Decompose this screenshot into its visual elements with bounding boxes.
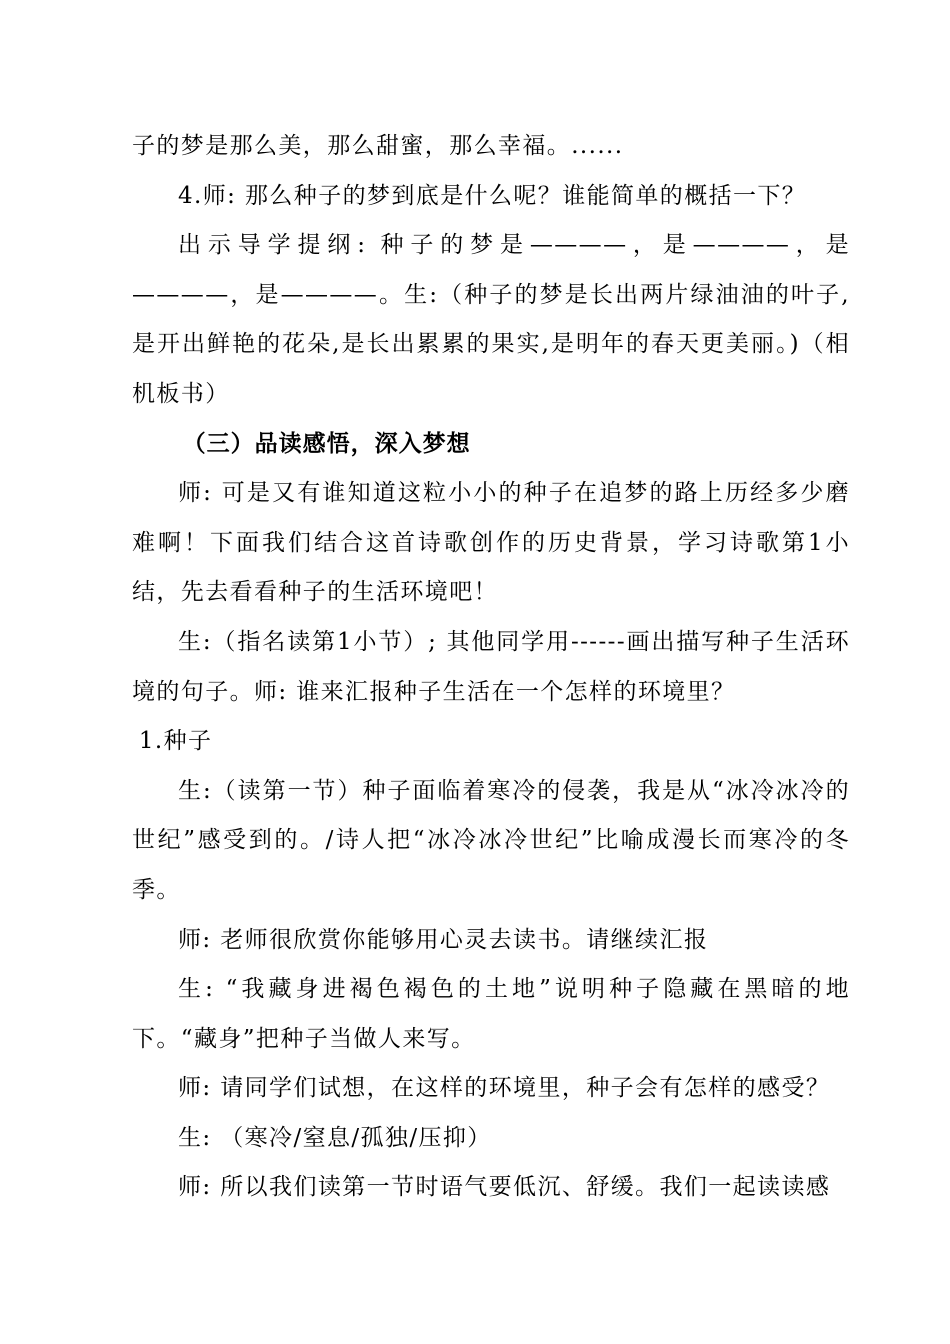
paragraph-teacher-praise: 师: 老师很欣赏你能够用心灵去读书。请继续汇报	[178, 926, 709, 953]
subheading-seed: 1.种子	[138, 728, 213, 755]
paragraph-question-4: 4.师: 那么种子的梦到底是什么呢？谁能简单的概括一下？	[178, 182, 807, 209]
document-page	[132, 122, 850, 1213]
paragraph-teacher-question: 师: 请同学们试想，在这样的环境里，种子会有怎样的感受？	[178, 1075, 831, 1102]
paragraph-teacher-intro: 师: 可是又有谁知道这粒小小的种子在追梦的路上历经多少磨难啊！下面我们结合这首诗歌创作的历史背景，学习诗歌第1小结，先去看看种子的生活环境吧！	[132, 480, 850, 606]
paragraph-outline: 出示导学提纲: 种子的梦是————，是————，是————，是————。生:（种子的梦是长出两片绿油油的叶子,是开出鲜艳的花朵,是长出累累的果实,是明年的春天更美丽。)（相机板书）	[132, 232, 850, 407]
paragraph-continuation: 子的梦是那么美，那么甜蜜，那么幸福。......	[132, 133, 624, 159]
paragraph-student-reading: 生:（指名读第1小节）; 其他同学用------画出描写种子生活环境的句子。师: 谁来汇报种子生活在一个怎样的环境里？	[132, 628, 850, 705]
paragraph-student-feelings: 生: （寒冷/窒息/孤独/压抑）	[178, 1124, 492, 1151]
paragraph-teacher-tone: 师: 所以我们读第一节时语气要低沉、舒缓。我们一起读读感	[178, 1174, 831, 1201]
section-heading: （三）品读感悟，深入梦想	[182, 430, 471, 457]
paragraph-student-hiding: 生: “我藏身进褐色褐色的土地”说明种子隐藏在黑暗的地下。“藏身”把种子当做人来写。	[132, 976, 850, 1052]
paragraph-student-first-section: 生:（读第一节）种子面临着寒冷的侵袭，我是从“冰冷冰冷的世纪”感受到的。/诗人把“冰冷冰冷世纪”比喻成漫长而寒冷的冬季。	[132, 777, 850, 903]
